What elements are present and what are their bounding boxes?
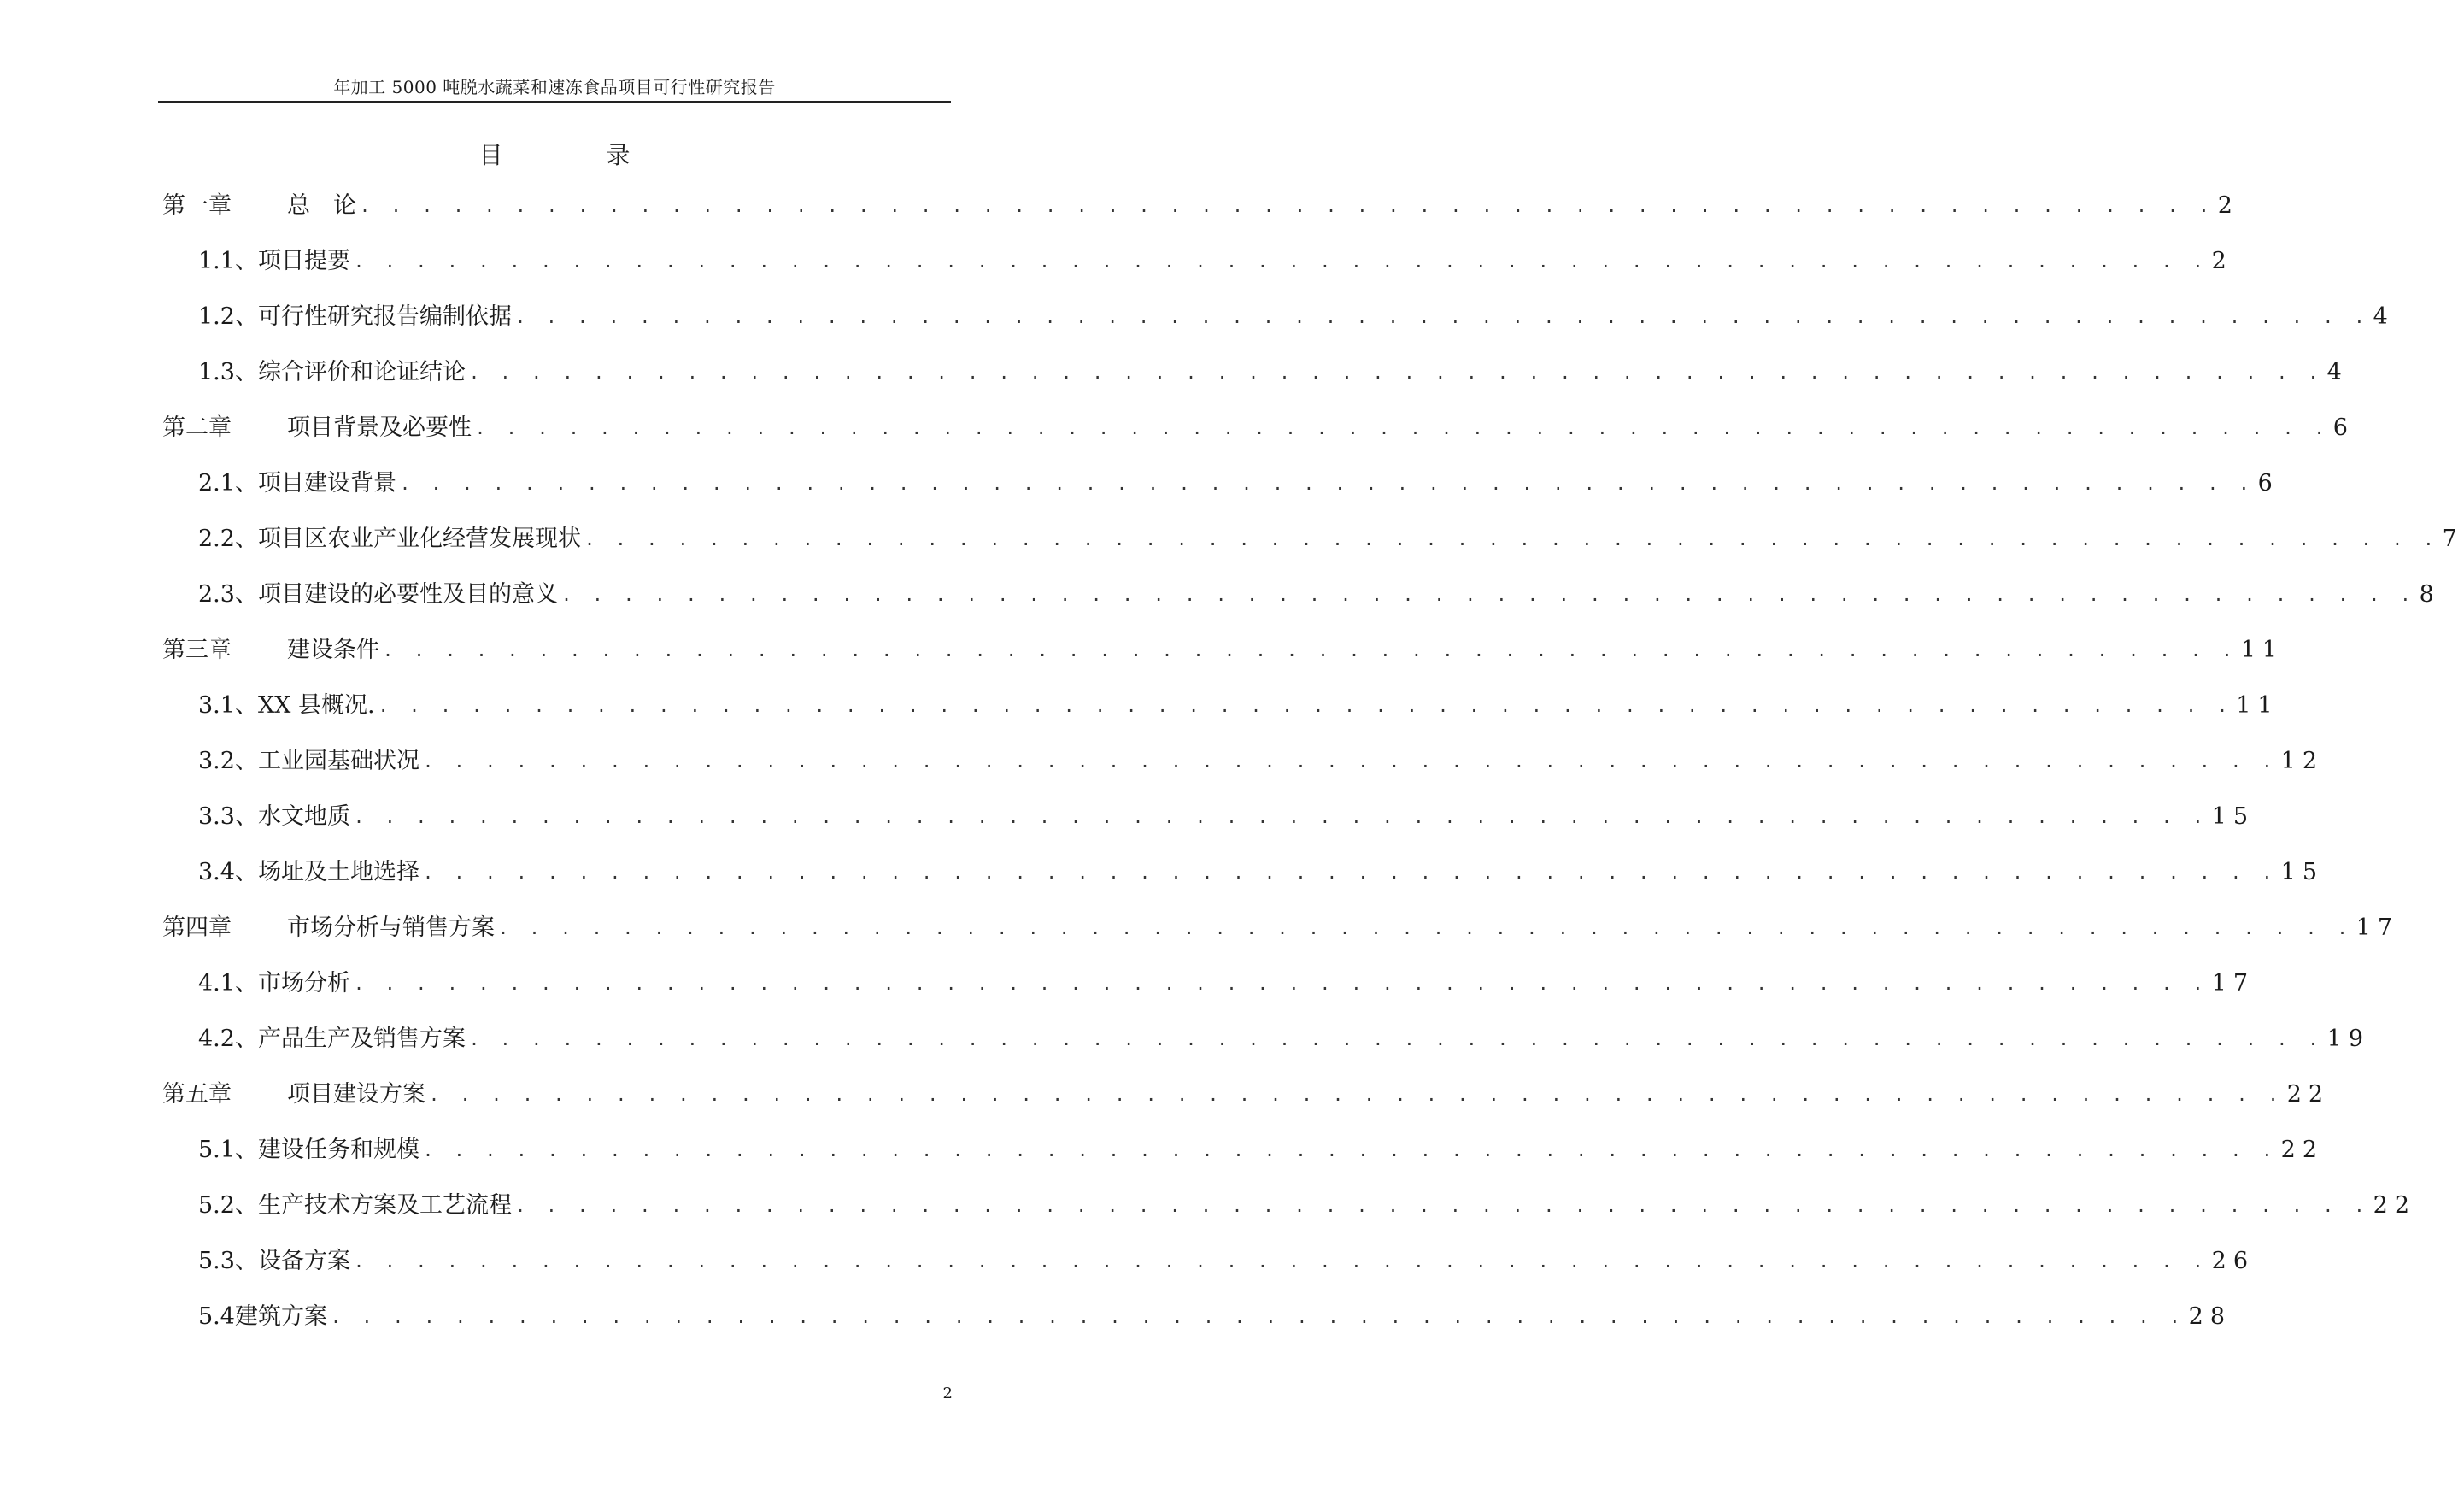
toc-entry-title (198, 244, 350, 279)
toc-entry-page: 17 (2355, 914, 2400, 941)
toc-section-entry[interactable] (162, 300, 2395, 356)
dot-leader: . . . . . . . . . . . . . . . . . . . . . . . . . . . . . . . . . . . . . . . . . . . . . . . . . . . . . . . . . . . . (353, 1251, 2209, 1272)
toc-entry-page: 17 (2211, 970, 2255, 996)
dot-leader: . . . . . . . . . . . . . . . . . . . . . . . . . . . . . . . . . . . . . . . . . . . . . . . . . . . . . . . . . . . . (468, 1029, 2324, 1049)
toc-entry-title (198, 744, 419, 779)
toc-entry-page: 15 (2280, 859, 2324, 885)
toc-entry-number: 3.3、 (198, 803, 258, 830)
toc-entry-page: 4 (2326, 359, 2349, 385)
toc-entry-title (162, 633, 379, 667)
dot-leader: . . . . . . . . . . . . . . . . . . . . . . . . . . . . . . . . . . . . . . . . . . . . . . . . . . . . . . . . . . . . (360, 196, 2215, 216)
toc-entry-page: 11 (2240, 637, 2285, 663)
toc-section-entry[interactable] (162, 744, 2324, 800)
toc-entry-page: 22 (2280, 1137, 2324, 1163)
toc-entry-page: 2 (2211, 248, 2233, 274)
toc-entry-page: 22 (2373, 1192, 2416, 1219)
toc-entry-text: 产品生产及销售方案 (257, 1026, 466, 1052)
toc-entry-text: XX 县概况. (257, 692, 375, 719)
toc-entry-text: 可行性研究报告编制依据 (257, 303, 512, 330)
toc-section-entry[interactable] (162, 1022, 2370, 1078)
toc-section-entry[interactable] (162, 578, 2441, 633)
toc-entry-title (198, 800, 350, 834)
toc-entry-title (198, 1189, 512, 1223)
toc-entry-title (198, 300, 512, 334)
toc-section-entry[interactable] (162, 1189, 2416, 1244)
toc-entry-number: 1.2、 (198, 303, 258, 330)
toc-entry-title (198, 689, 375, 723)
toc-chapter-entry[interactable] (162, 1078, 2331, 1133)
toc-section-entry[interactable] (162, 356, 2349, 411)
toc-entry-number: 2.1、 (198, 470, 258, 497)
table-of-contents (162, 189, 2464, 1355)
dot-leader: . . . . . . . . . . . . . . . . . . . . . . . . . . . . . . . . . . . . . . . . . . . . . . . . . . . . . . . . . . . . (330, 1307, 2185, 1327)
toc-entry-number: 4.1、 (198, 970, 258, 996)
toc-entry-text: 项目建设方案 (287, 1081, 425, 1108)
toc-entry-number: 5.4 (198, 1303, 235, 1330)
toc-section-entry[interactable] (162, 467, 2279, 522)
toc-entry-number: 3.1、 (198, 692, 258, 719)
toc-section-entry[interactable] (162, 1300, 2232, 1355)
toc-entry-text: 建设条件 (287, 637, 379, 663)
toc-entry-page: 11 (2236, 692, 2279, 719)
dot-leader: . . . . . . . . . . . . . . . . . . . . . . . . . . . . . . . . . . . . . . . . . . . . . . . . . . . . . . . . . . . . (468, 362, 2324, 383)
toc-section-entry[interactable] (162, 1244, 2255, 1300)
toc-entry-number: 第一章 (162, 192, 232, 219)
toc-entry-number: 5.2、 (198, 1192, 258, 1219)
toc-entry-text: 生产技术方案及工艺流程 (257, 1192, 512, 1219)
toc-entry-title (162, 1078, 425, 1112)
toc-section-entry[interactable] (162, 522, 2464, 578)
toc-entry-text: 项目建设的必要性及目的意义 (257, 581, 558, 608)
toc-entry-title (198, 1022, 466, 1056)
dot-leader: . . . . . . . . . . . . . . . . . . . . . . . . . . . . . . . . . . . . . . . . . . . . . . . . . . . . . . . . . . . . (514, 1196, 2370, 1216)
toc-entry-page: 15 (2211, 803, 2255, 830)
toc-entry-page: 12 (2280, 748, 2324, 774)
toc-entry-number: 1.3、 (198, 359, 258, 385)
toc-entry-page: 6 (2332, 414, 2355, 441)
toc-entry-text: 设备方案 (257, 1248, 350, 1274)
toc-entry-number: 2.3、 (198, 581, 258, 608)
toc-entry-title (162, 189, 356, 223)
toc-section-entry[interactable] (162, 967, 2255, 1022)
dot-leader: . . . . . . . . . . . . . . . . . . . . . . . . . . . . . . . . . . . . . . . . . . . . . . . . . . . . . . . . . . . . (399, 473, 2255, 494)
toc-entry-number: 第四章 (162, 914, 232, 941)
toc-entry-number: 2.2、 (198, 526, 258, 552)
toc-entry-page: 7 (2442, 526, 2464, 552)
toc-entry-text: 项目建设背景 (257, 470, 396, 497)
toc-entry-text: 项目区农业产业化经营发展现状 (257, 526, 581, 552)
toc-entry-page: 28 (2188, 1303, 2232, 1330)
toc-entry-title (198, 467, 396, 501)
toc-section-entry[interactable] (162, 244, 2233, 300)
toc-entry-number: 1.1、 (198, 248, 258, 274)
toc-entry-text: 市场分析 (257, 970, 350, 996)
dot-leader: . . . . . . . . . . . . . . . . . . . . . . . . . . . . . . . . . . . . . . . . . . . . . . . . . . . . . . . . . . . . (514, 307, 2370, 327)
toc-entry-page: 2 (2217, 192, 2239, 219)
toc-entry-title (198, 522, 581, 556)
toc-entry-number: 3.2、 (198, 748, 258, 774)
toc-entry-text: 综合评价和论证结论 (257, 359, 466, 385)
toc-entry-number: 第五章 (162, 1081, 232, 1108)
dot-leader: . . . . . . . . . . . . . . . . . . . . . . . . . . . . . . . . . . . . . . . . . . . . . . . . . . . . . . . . . . . . (422, 751, 2278, 772)
dot-leader: . . . . . . . . . . . . . . . . . . . . . . . . . . . . . . . . . . . . . . . . . . . . . . . . . . . . . . . . . . . . (422, 1140, 2278, 1161)
toc-entry-page: 8 (2419, 581, 2441, 608)
toc-entry-text: 项目背景及必要性 (287, 414, 472, 441)
toc-entry-page: 19 (2326, 1026, 2370, 1052)
toc-entry-number: 3.4、 (198, 859, 258, 885)
dot-leader: . . . . . . . . . . . . . . . . . . . . . . . . . . . . . . . . . . . . . . . . . . . . . . . . . . . . . . . . . . . . (353, 251, 2209, 272)
toc-entry-title (198, 855, 419, 890)
toc-section-entry[interactable] (162, 689, 2279, 744)
toc-entry-text: 工业园基础状况 (257, 748, 419, 774)
dot-leader: . . . . . . . . . . . . . . . . . . . . . . . . . . . . . . . . . . . . . . . . . . . . . . . . . . . . . . . . . . . . (584, 529, 2439, 550)
toc-section-entry[interactable] (162, 855, 2324, 911)
toc-entry-title (198, 1300, 327, 1334)
toc-entry-number: 第三章 (162, 637, 232, 663)
toc-title: 目 录 (478, 141, 678, 169)
toc-entry-title (198, 578, 558, 612)
dot-leader: . . . . . . . . . . . . . . . . . . . . . . . . . . . . . . . . . . . . . . . . . . . . . . . . . . . . . . . . . . . . (353, 973, 2209, 994)
toc-chapter-entry[interactable] (162, 633, 2285, 689)
toc-entry-number: 第二章 (162, 414, 232, 441)
toc-entry-title (198, 967, 350, 1001)
toc-entry-number: 4.2、 (198, 1026, 258, 1052)
dot-leader: . . . . . . . . . . . . . . . . . . . . . . . . . . . . . . . . . . . . . . . . . . . . . . . . . . . . . . . . . . . . (498, 918, 2353, 938)
toc-section-entry[interactable] (162, 1133, 2324, 1189)
toc-entry-title (198, 1133, 419, 1167)
header-divider (158, 101, 951, 103)
dot-leader: . . . . . . . . . . . . . . . . . . . . . . . . . . . . . . . . . . . . . . . . . . . . . . . . . . . . . . . . . . . . (422, 862, 2278, 883)
dot-leader: . . . . . . . . . . . . . . . . . . . . . . . . . . . . . . . . . . . . . . . . . . . . . . . . . . . . . . . . . . . . (383, 640, 2238, 661)
toc-entry-page: 22 (2286, 1081, 2331, 1108)
toc-entry-text: 场址及土地选择 (257, 859, 419, 885)
toc-entry-title (162, 411, 472, 445)
running-header: 年加工 5000 吨脱水蔬菜和速冻食品项目可行性研究报告 (333, 77, 776, 97)
toc-entry-text: 市场分析与销售方案 (287, 914, 495, 941)
toc-entry-text: 水文地质 (257, 803, 350, 830)
toc-entry-title (162, 911, 495, 945)
toc-section-entry[interactable] (162, 800, 2255, 855)
toc-entry-number: 5.1、 (198, 1137, 258, 1163)
toc-entry-page: 6 (2257, 470, 2279, 497)
toc-entry-text: 总 论 (287, 192, 356, 219)
dot-leader: . . . . . . . . . . . . . . . . . . . . . . . . . . . . . . . . . . . . . . . . . . . . . . . . . . . . . . . . . . . . (353, 807, 2209, 827)
toc-entry-text: 建设任务和规模 (257, 1137, 419, 1163)
dot-leader: . . . . . . . . . . . . . . . . . . . . . . . . . . . . . . . . . . . . . . . . . . . . . . . . . . . . . . . . . . . . (378, 696, 2233, 716)
toc-chapter-entry[interactable] (162, 911, 2400, 967)
toc-entry-title (198, 356, 466, 390)
dot-leader: . . . . . . . . . . . . . . . . . . . . . . . . . . . . . . . . . . . . . . . . . . . . . . . . . . . . . . . . . . . . (429, 1085, 2284, 1105)
toc-entry-title (198, 1244, 350, 1279)
toc-entry-page: 26 (2211, 1248, 2255, 1274)
toc-chapter-entry[interactable] (162, 411, 2355, 467)
toc-entry-text: 建筑方案 (234, 1303, 327, 1330)
toc-entry-text: 项目提要 (257, 248, 350, 274)
toc-chapter-entry[interactable] (162, 189, 2239, 244)
toc-entry-number: 5.3、 (198, 1248, 258, 1274)
dot-leader: . . . . . . . . . . . . . . . . . . . . . . . . . . . . . . . . . . . . . . . . . . . . . . . . . . . . . . . . . . . . (560, 585, 2416, 605)
toc-entry-page: 4 (2373, 303, 2395, 330)
page-number: 2 (942, 1384, 953, 1402)
dot-leader: . . . . . . . . . . . . . . . . . . . . . . . . . . . . . . . . . . . . . . . . . . . . . . . . . . . . . . . . . . . . (475, 418, 2330, 438)
